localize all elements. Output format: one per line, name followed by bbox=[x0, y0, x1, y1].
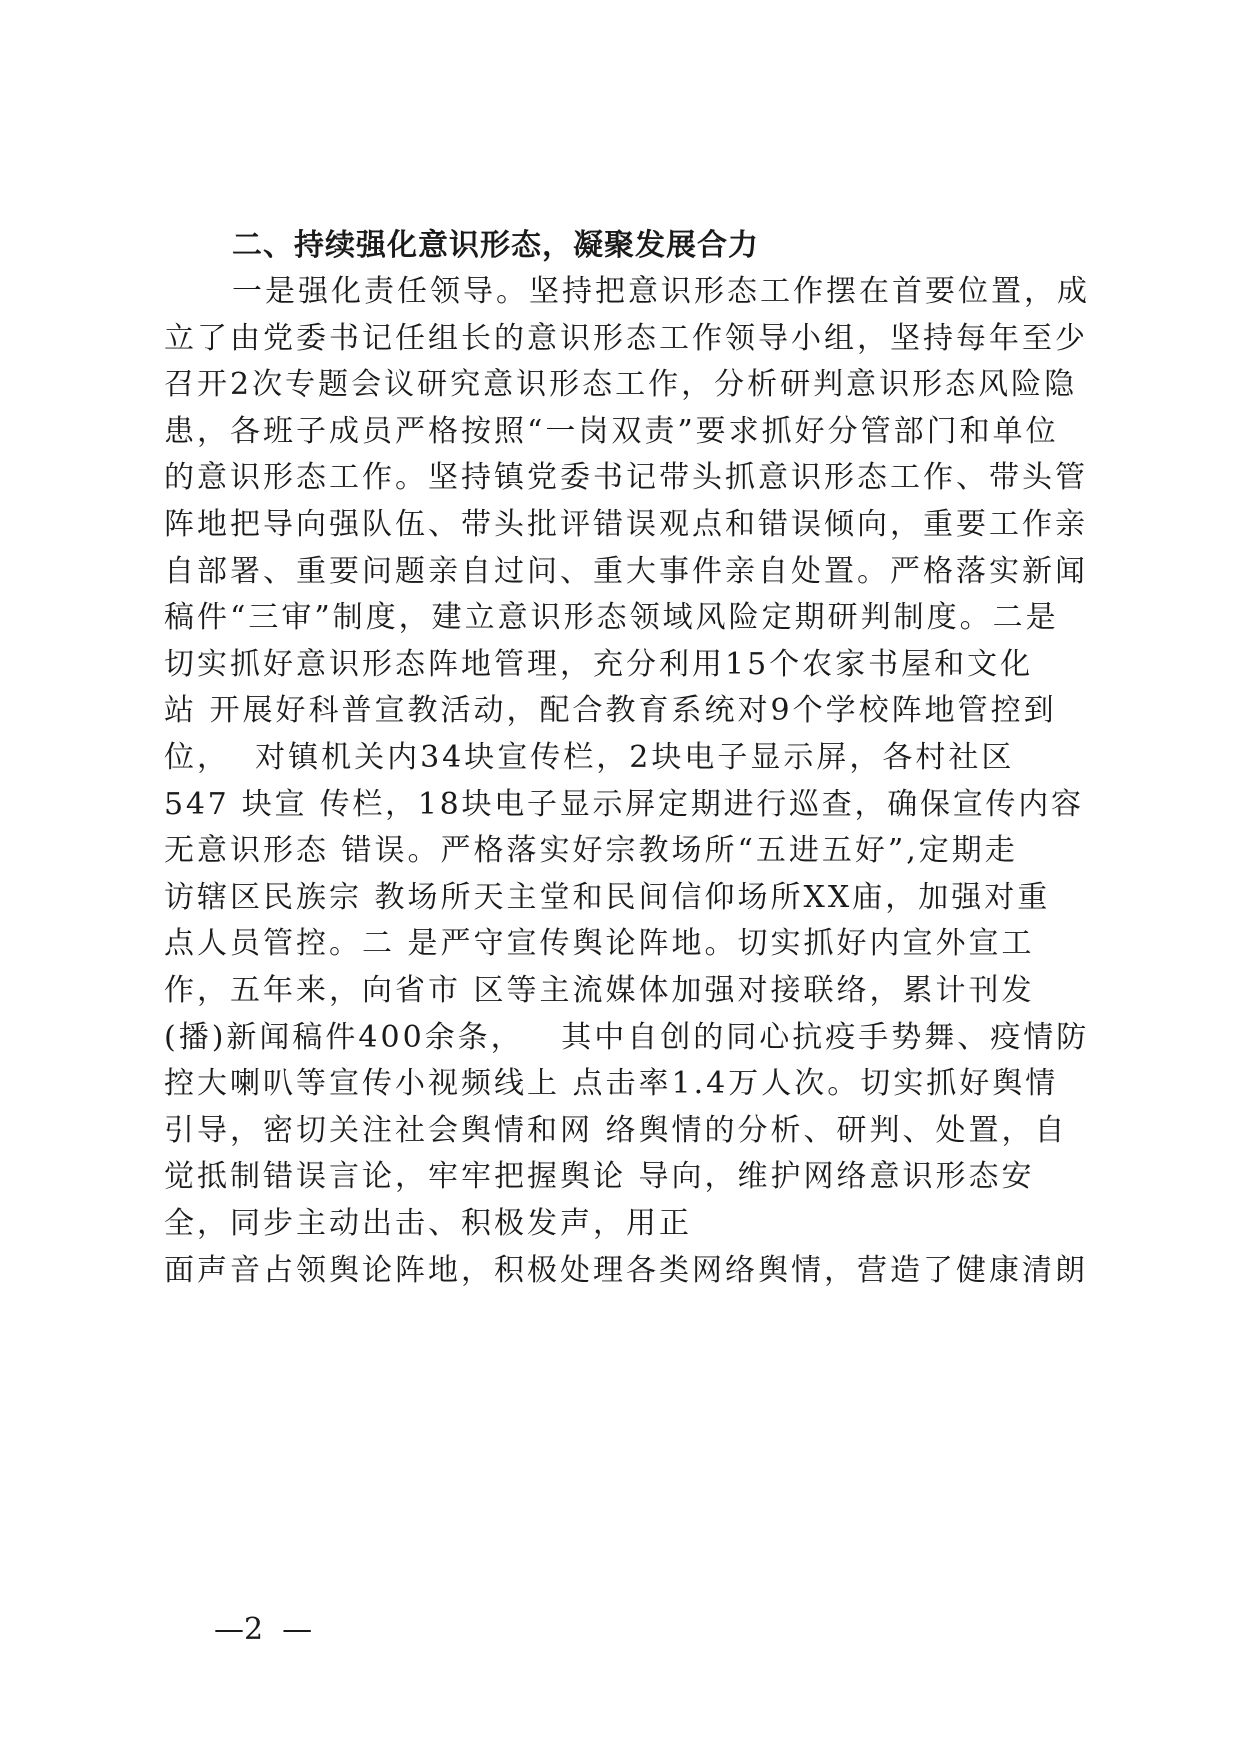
page-number: —2 — bbox=[214, 1612, 313, 1647]
body-line: 自部署、重要问题亲自过问、重大事件亲自处置。严格落实新闻 bbox=[164, 553, 1088, 589]
body-line: 召开2次专题会议研究意识形态工作，分析研判意识形态风险隐 bbox=[164, 367, 1078, 403]
body-line: 无意识形态 错误。严格落实好宗教场所“五进五好”,定期走 bbox=[164, 833, 1018, 869]
body-line: 面声音占领舆论阵地，积极处理各类网络舆情，营造了健康清朗 bbox=[164, 1252, 1088, 1288]
body-line: 的意识形态工作。坚持镇党委书记带头抓意识形态工作、带头管 bbox=[164, 460, 1088, 496]
body-line: 患，各班子成员严格按照“一岗双责”要求抓好分管部门和单位 bbox=[164, 413, 1059, 449]
body-line: 点人员管控。二 是严守宣传舆论阵地。切实抓好内宣外宣工 bbox=[164, 926, 1035, 962]
body-line: 站 开展好科普宣教活动，配合教育系统对9个学校阵地管控到 bbox=[164, 693, 1057, 729]
body-line: 位， 对镇机关内34块宣传栏，2块电子显示屏，各村社区 bbox=[164, 740, 1015, 775]
body-line: 引导，密切关注社会舆情和网 络舆情的分析、研判、处置，自 bbox=[164, 1112, 1068, 1148]
body-line: 切实抓好意识形态阵地管理，充分利用15个农家书屋和文化 bbox=[164, 646, 1034, 682]
body-line: 立了由党委书记任组长的意识形态工作领导小组，坚持每年至少 bbox=[164, 320, 1088, 356]
body-line: 访辖区民族宗 教场所天主堂和民间信仰场所XX庙，加强对重 bbox=[164, 879, 1051, 915]
section-heading: 二、持续强化意识形态，凝聚发展合力 bbox=[232, 228, 759, 263]
body-line: (播)新闻稿件400余条， 其中自创的同心抗疫手势舞、疫情防 bbox=[164, 1019, 1090, 1055]
body-line: 稿件“三审”制度，建立意识形态领域风险定期研判制度。二是 bbox=[164, 600, 1059, 636]
body-line: 阵地把导向强队伍、带头批评错误观点和错误倾向，重要工作亲 bbox=[164, 507, 1088, 542]
body-line: 547 块宣 传栏，18块电子显示屏定期进行巡查，确保宣传内容 bbox=[164, 786, 1084, 822]
body-line: 全，同步主动出击、积极发声，用正 bbox=[164, 1206, 692, 1241]
body-line: 一是强化责任领导。坚持把意识形态工作摆在首要位置，成 bbox=[232, 274, 1090, 309]
body-line: 控大喇叭等宣传小视频线上 点击率1.4万人次。切实抓好舆情 bbox=[164, 1066, 1059, 1102]
body-line: 觉抵制错误言论，牢牢把握舆论 导向，维护网络意识形态安 bbox=[164, 1159, 1035, 1195]
body-line: 作，五年来，向省市 区等主流媒体加强对接联络，累计刊发 bbox=[164, 973, 1035, 1008]
